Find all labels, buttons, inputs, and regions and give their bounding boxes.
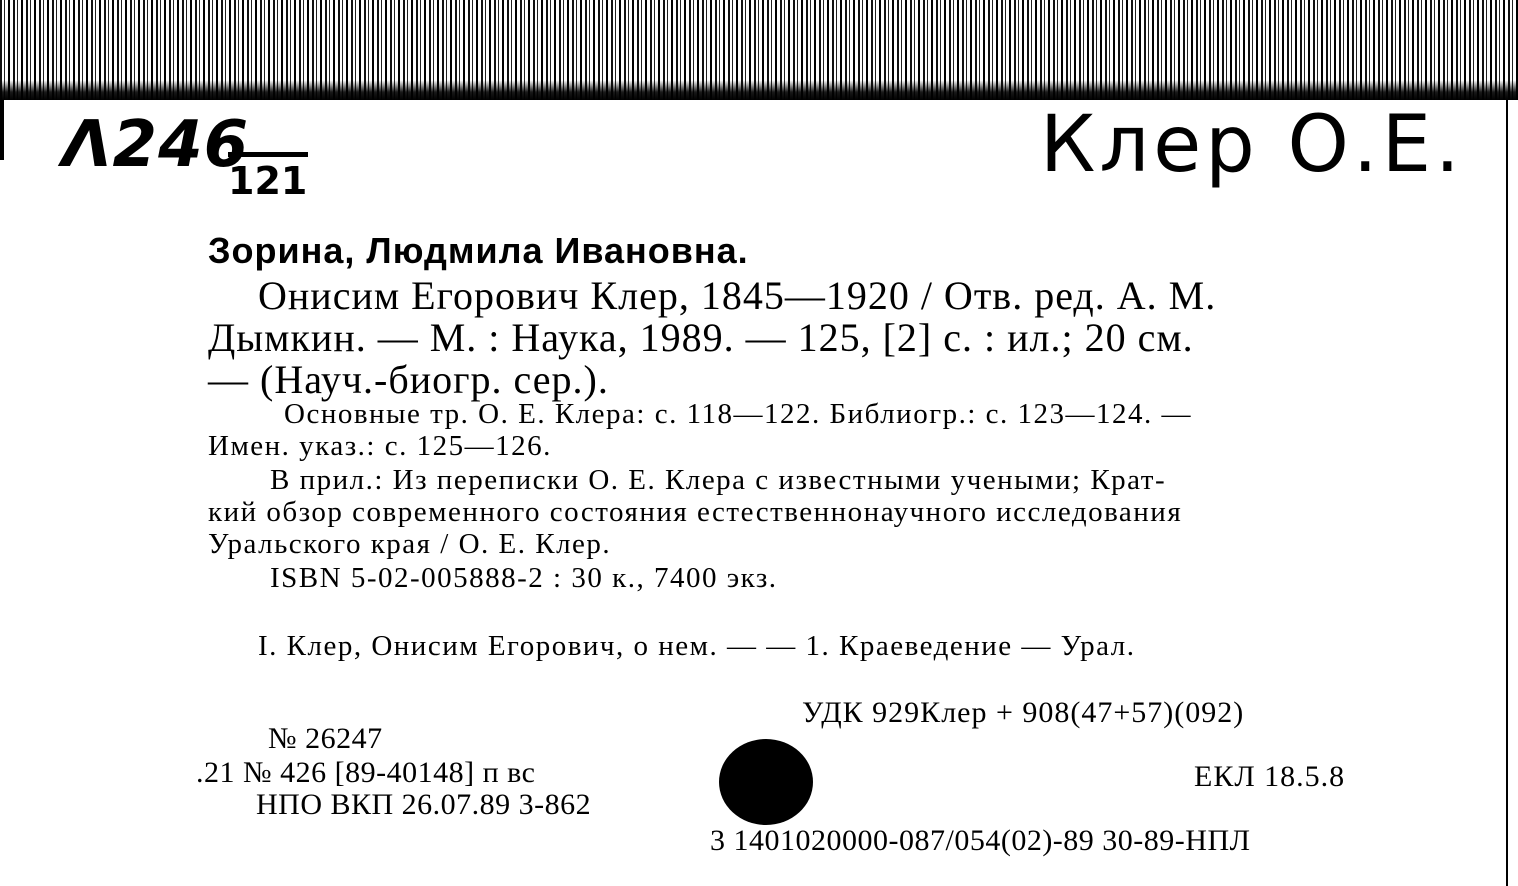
- title-line-3: — (Науч.-биогр. сер.).: [208, 357, 609, 402]
- scan-header-noise: [0, 0, 1518, 100]
- card-right-edge: [1506, 100, 1508, 886]
- card-left-edge: [0, 100, 4, 160]
- card-number: № 26247: [268, 722, 383, 755]
- isbn-line: ISBN 5-02-005888-2 : 30 к., 7400 экз.: [270, 562, 778, 594]
- order-number: .21 № 426 [89-40148] п вс: [196, 756, 536, 789]
- notes-line-2: Имен. указ.: с. 125—126.: [208, 430, 552, 462]
- handwritten-shelf-subcode: 121: [228, 152, 308, 203]
- press-info: НПО ВКП 26.07.89 3-862: [256, 788, 592, 821]
- notes-line-1: Основные тр. О. Е. Клера: с. 118—122. Библиогр.: с. 123—124. —: [284, 398, 1193, 430]
- title-line-2: Дымкин. — М. : Наука, 1989. — 125, [2] с. : ил.; 20 см.: [208, 315, 1194, 360]
- appendix-line-1: В прил.: Из переписки О. Е. Клера с известными учеными; Крат-: [270, 464, 1167, 496]
- title-line-1: Онисим Егорович Клер, 1845—1920 / Отв. ред. А. М.: [258, 273, 1217, 318]
- handwritten-shelf-code: Λ246: [62, 108, 250, 182]
- bottom-code: 3 1401020000-087/054(02)-89 30-89-НПЛ: [710, 824, 1251, 857]
- appendix-line-2: кий обзор современного состояния естественнонаучного исследования: [208, 496, 1183, 528]
- punch-hole: [719, 739, 813, 825]
- subject-headings: I. Клер, Онисим Егорович, о нем. — — 1. Краеведение — Урал.: [258, 630, 1136, 662]
- udc-code: УДК 929Клер + 908(47+57)(092): [802, 696, 1245, 729]
- ekl-code: ЕКЛ 18.5.8: [1194, 760, 1346, 793]
- appendix-line-3: Уральского края / О. Е. Клер.: [208, 528, 612, 560]
- handwritten-author-heading: Клер О.Е.: [1040, 100, 1464, 190]
- entry-author: Зорина, Людмила Ивановна.: [208, 230, 749, 271]
